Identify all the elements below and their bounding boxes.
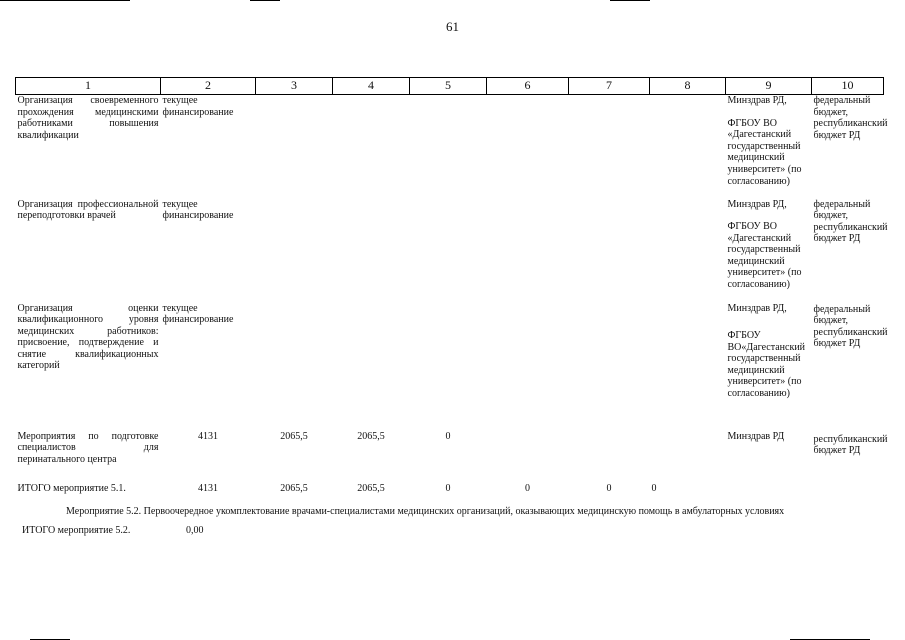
- table-row: [16, 199, 884, 303]
- scan-edge-top-mid: [250, 0, 280, 1]
- measure-name: Организация профессиональной переподготовки врачей: [17, 198, 159, 222]
- executor-cell: [726, 199, 812, 303]
- value-cell: [333, 303, 410, 431]
- executor-cell: [726, 481, 812, 505]
- value-cell: [487, 431, 569, 481]
- value-cell: [333, 199, 410, 303]
- value-cell: 2065,5: [280, 430, 308, 442]
- executor-primary: Минздрав РД,: [727, 198, 787, 210]
- value-cell: [487, 199, 569, 303]
- funding-cell: 4131: [198, 482, 218, 494]
- value-cell: 0: [445, 430, 451, 442]
- header-cell: 7: [569, 78, 650, 95]
- total-value: 0,00: [186, 525, 204, 536]
- value-cell: [650, 95, 726, 199]
- value-cell: [650, 199, 726, 303]
- value-cell: [569, 303, 650, 431]
- executor-primary: Минздрав РД,: [727, 302, 787, 314]
- value-cell: [410, 199, 487, 303]
- value-cell: 2065,5: [280, 482, 308, 494]
- value-cell: [650, 431, 726, 481]
- value-cell: 2065,5: [357, 482, 385, 494]
- measure-name: ИТОГО мероприятие 5.1.: [17, 482, 126, 494]
- section-title: Мероприятие 5.2. Первоочередное укомплектование врачами-специалистами медицинских организаций, оказывающих медицинскую помощь в амбулаторных условиях: [66, 506, 785, 517]
- funding-cell: текущее финансирование: [162, 198, 234, 222]
- value-cell: [487, 303, 569, 431]
- value-cell: 0: [651, 482, 657, 494]
- measures-table: [15, 77, 888, 505]
- header-cell: 8: [650, 78, 726, 95]
- measure-name: Мероприятия по подготовке специалистов для перинатального центра: [17, 430, 159, 465]
- funding-cell: текущее финансирование: [162, 95, 234, 118]
- value-cell: [256, 303, 333, 431]
- value-cell: [569, 95, 650, 199]
- budget-cell: федеральный бюджет, республиканский бюджет РД: [813, 198, 888, 245]
- table-header-row: [16, 78, 884, 95]
- value-cell: [333, 95, 410, 199]
- scan-edge-top-left: [0, 0, 130, 1]
- header-cell: 9: [726, 78, 812, 95]
- value-cell: [410, 303, 487, 431]
- value-cell: [487, 95, 569, 199]
- table-row: [16, 95, 884, 199]
- budget-cell: федеральный бюджет, республиканский бюджет РД: [813, 303, 888, 350]
- executor-primary: Минздрав РД,: [727, 95, 787, 106]
- table-row: [16, 431, 884, 481]
- value-cell: [256, 199, 333, 303]
- table-row-total: [16, 481, 884, 505]
- measure-name: Организация оценки квалификационного уровня медицинских работников: присвоение, подтверждение и снятие квалификационных категорий: [17, 302, 159, 372]
- total-label: ИТОГО мероприятие 5.2.: [22, 525, 131, 536]
- header-cell: 4: [333, 78, 410, 95]
- value-cell: 2065,5: [357, 430, 385, 442]
- scan-edge-top-right: [610, 0, 650, 1]
- value-cell: [569, 199, 650, 303]
- header-cell: 1: [16, 78, 161, 95]
- value-cell: [650, 303, 726, 431]
- executor-primary: Минздрав РД: [727, 430, 785, 442]
- funding-cell: 4131: [198, 430, 218, 442]
- funding-cell: текущее финансирование: [162, 302, 234, 326]
- page-number: 61: [446, 19, 459, 34]
- value-cell: 0: [606, 482, 612, 494]
- value-cell: [410, 95, 487, 199]
- executor-cell: [726, 431, 812, 481]
- executor-cell: [726, 303, 812, 431]
- budget-cell: [812, 481, 884, 505]
- executor-cell: [726, 95, 812, 199]
- header-cell: 3: [256, 78, 333, 95]
- executor-secondary: ФГБОУ ВО «Дагестанский государственный медицинский университет» (по согласованию): [727, 117, 802, 187]
- header-cell: 2: [161, 78, 256, 95]
- header-cell: 10: [812, 78, 884, 95]
- header-cell: 6: [487, 78, 569, 95]
- executor-secondary: ФГБОУ ВО«Дагестанский государственный медицинский университет» (по согласованию): [727, 330, 806, 400]
- budget-cell: республиканский бюджет РД: [813, 433, 888, 457]
- executor-secondary: ФГБОУ ВО «Дагестанский государственный медицинский университет» (по согласованию): [727, 221, 802, 291]
- value-cell: 0: [525, 482, 530, 494]
- value-cell: [256, 95, 333, 199]
- table-row: [16, 303, 884, 431]
- header-cell: 5: [410, 78, 487, 95]
- budget-cell: федеральный бюджет, республиканский бюджет РД: [813, 95, 888, 141]
- value-cell: 0: [445, 482, 451, 494]
- measure-name: Организация своевременного прохождения медицинскими работниками повышения квалификации: [17, 95, 159, 141]
- value-cell: [569, 431, 650, 481]
